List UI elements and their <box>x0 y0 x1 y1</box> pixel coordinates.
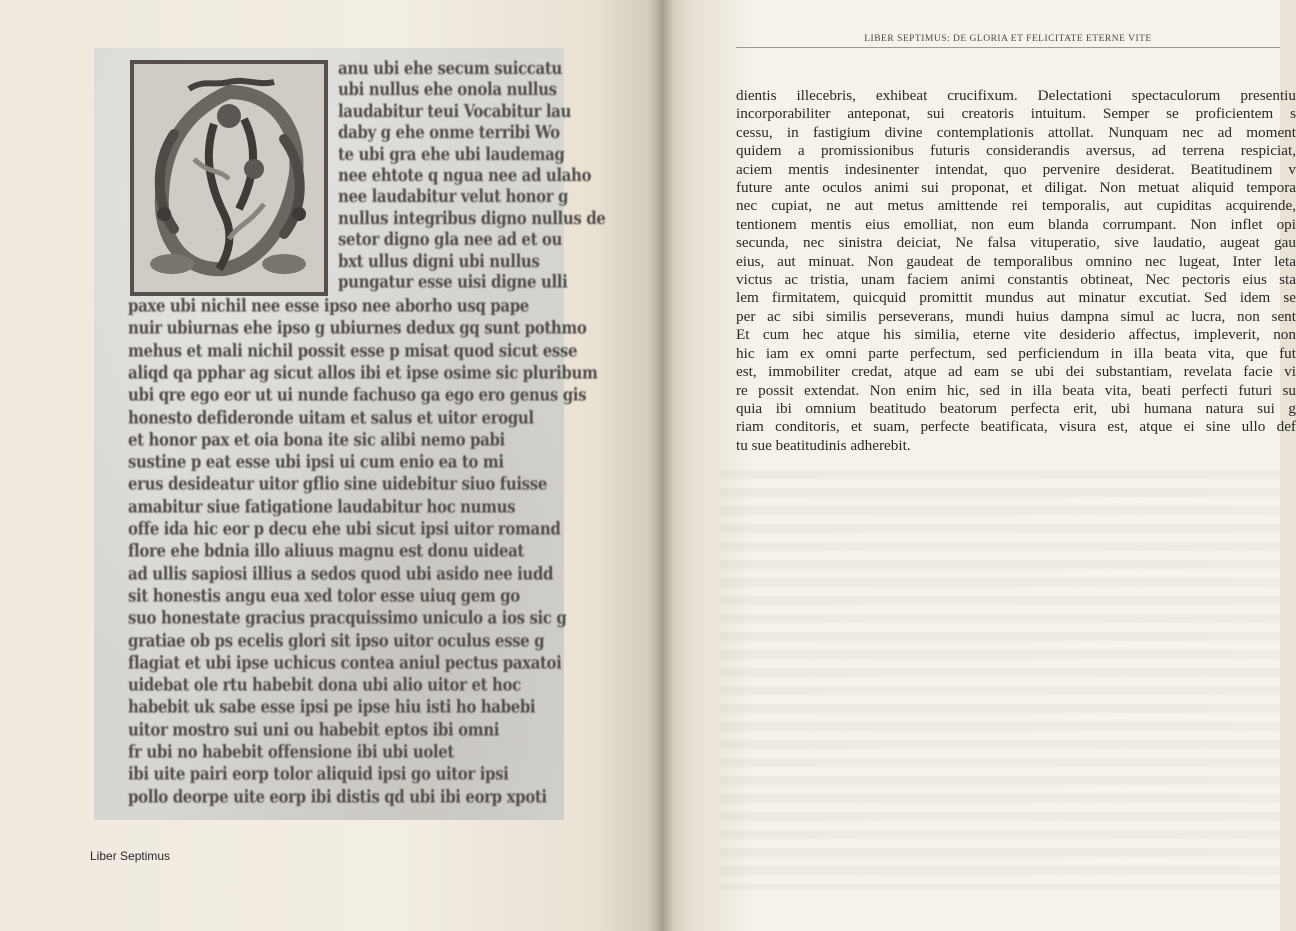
text-line: Et cum hec atque his similia, eterne vite desiderio affectus, impleverit, non <box>736 326 1296 344</box>
running-head: LIBER SEPTIMUS: DE GLORIA ET FELICITATE ETERNE VITE <box>736 34 1280 48</box>
manuscript-line: sit honestis angu eua xed tolor esse uiuq gem go <box>128 585 520 607</box>
manuscript-line: pungatur esse uisi digne ulli <box>338 271 568 293</box>
manuscript-line: habebit uk sabe esse ipsi pe ipse hiu isti ho habebi <box>128 697 536 718</box>
text-line: incorporabiliter anteponat, sui creatoris intuitum. Semper se proficientem s <box>736 105 1296 123</box>
text-line: hic iam ex omni parte perfectum, sed perficiendum in illa beata vita, que fut <box>736 344 1296 362</box>
manuscript-line: fr ubi no habebit offensione ibi ubi uolet <box>128 741 454 763</box>
manuscript-line: bxt ullus digni ubi nullus <box>338 250 540 271</box>
text-line: aciem mentis indesinenter intendat, quo pervenire desiderat. Beatitudinem v <box>736 160 1296 178</box>
text-line: quia ibi omnium beatitudo beatorum perfecta erit, ubi humana natura sui g <box>736 399 1296 417</box>
manuscript-line: nullus integribus digno nullus de <box>338 207 606 229</box>
text-line: cessu, in fastigium divine contemplationis attollat. Nunquam nec ad moment <box>736 123 1296 141</box>
manuscript-line: sustine p eat esse ubi ipsi ui cum enio ea to mi <box>128 451 504 473</box>
manuscript-facsimile <box>94 48 606 820</box>
manuscript-line: gratiae ob ps ecelis glori sit ipso uitor oculus esse g <box>128 630 545 651</box>
text-line: tentionem mentis eius emolliat, non eum blanda corrumpant. Non inflet opi <box>736 215 1296 233</box>
manuscript-line: flagiat et ubi ipse uchicus contea aniul pectus paxatoi <box>128 652 562 674</box>
illuminated-initial-drawing <box>134 64 324 292</box>
text-line: est, immobiliter credat, atque ad eam se ubi dei substantiam, revelata facie vi <box>736 363 1296 381</box>
text-line: dientis illecebris, exhibeat crucifixum. Delectationi spectaculorum presentiu <box>736 87 1296 104</box>
manuscript-line: laudabitur teui Vocabitur lau <box>338 100 571 122</box>
manuscript-line: daby g ehe onme terribi Wo <box>338 121 560 143</box>
manuscript-line: offe ida hic eor p decu ehe ubi sicut ipsi uitor romand <box>128 518 561 540</box>
manuscript-line: ibi uite pairi eorp tolor aliquid ipsi go uitor ipsi <box>128 763 509 785</box>
manuscript-line: aliqd qa pphar ag sicut allos ibi et ipse osime sic pluribum <box>128 362 598 384</box>
text-line: per ac sibi similis perseverans, mundi huius dampna simul ac lucra, non sent <box>736 307 1296 325</box>
manuscript-line: mehus et mali nichil possit esse p misat quod sicut esse <box>128 340 578 361</box>
text-line: riam conditoris, et suam, perfecte beatificata, visura est, atque ei sine ullo def <box>736 418 1296 436</box>
manuscript-line: ad ullis sapiosi illius a sedos quod ubi asido nee iudd <box>128 563 554 584</box>
manuscript-line: ubi qre ego eor ut ui nunde fachuso ga ego ero genus gis <box>128 384 587 406</box>
manuscript-line: uitor mostro sui uni ou habebit eptos ibi omni <box>128 719 499 741</box>
page-caption: Liber Septimus <box>90 849 171 863</box>
text-line: quidem a promissionibus futuris considerandis aversus, ad terrena respiciat, <box>736 142 1296 160</box>
manuscript-line: amabitur siue fatigatione laudabitur hoc numus <box>128 496 516 518</box>
text-line: tu sue beatitudinis adherebit. <box>736 436 911 454</box>
text-line: future ante oculos animi sui proponat, et diligat. Non metuat aliquid tempora <box>736 179 1296 197</box>
manuscript-line: anu ubi ehe secum suiccatu <box>338 57 562 79</box>
manuscript-line: suo honestate gracius pracquissimo uniculo a ios sic g <box>128 607 567 629</box>
show-through-texture <box>720 470 1280 890</box>
manuscript-line: nee ehtote q ngua nee ad ulaho <box>338 164 592 186</box>
manuscript-line: et honor pax et oia bona ite sic alibi nemo pabi <box>128 429 505 451</box>
manuscript-line: paxe ubi nichil nee esse ipso nee aborho usq pape <box>128 295 529 317</box>
manuscript-line: setor digno gla nee ad et ou <box>338 228 563 250</box>
manuscript-line: honesto defideronde uitam et salus et uitor erogul <box>128 407 534 428</box>
illuminated-initial-image <box>130 60 328 296</box>
text-line: nec cupiat, ne aut metus amittende rei temporalis, aut cupiditas acquirende, <box>736 197 1296 215</box>
text-line: eius, aut minuat. Non gaudeat de temporalibus omnino nec lugeat, Inter leta <box>736 252 1296 270</box>
manuscript-line: ubi nullus ehe onola nullus <box>338 79 557 100</box>
manuscript-line: nee laudabitur velut honor g <box>338 186 569 207</box>
manuscript-line: erus desideatur uitor gflio sine uidebitur siuo fuisse <box>128 474 547 495</box>
text-line: lem firmitatem, quicquid promittit mundus aut minatur excutiat. Sed idem se <box>736 289 1296 307</box>
text-line: victus ac tristia, unam faciem animi constantis obtineat, Nec pectoris eius sta <box>736 271 1296 289</box>
manuscript-line: nuir ubiurnas ehe ipso g ubiurnes dedux gq sunt pothmo <box>128 317 587 339</box>
text-line: re possit extendat. Non enim hic, sed in illa beata vita, beati perfecti futuri su <box>736 381 1296 399</box>
right-page <box>660 0 1296 931</box>
latin-text-block <box>736 87 1296 455</box>
book-gutter-shadow <box>648 0 674 931</box>
manuscript-line: flore ehe bdnia illo aliuus magnu est donu uideat <box>128 540 524 562</box>
manuscript-line: pollo deorpe uite eorp ibi distis qd ubi ibi eorp xpoti <box>128 786 547 807</box>
manuscript-line: te ubi gra ehe ubi laudemag <box>338 143 565 164</box>
manuscript-line: uidebat ole rtu habebit dona ubi alio uitor et hoc <box>128 674 521 696</box>
text-line: secunda, nec sinistra deiciat, Ne falsa vituperatio, sive laudatio, augeat gau <box>736 234 1296 252</box>
